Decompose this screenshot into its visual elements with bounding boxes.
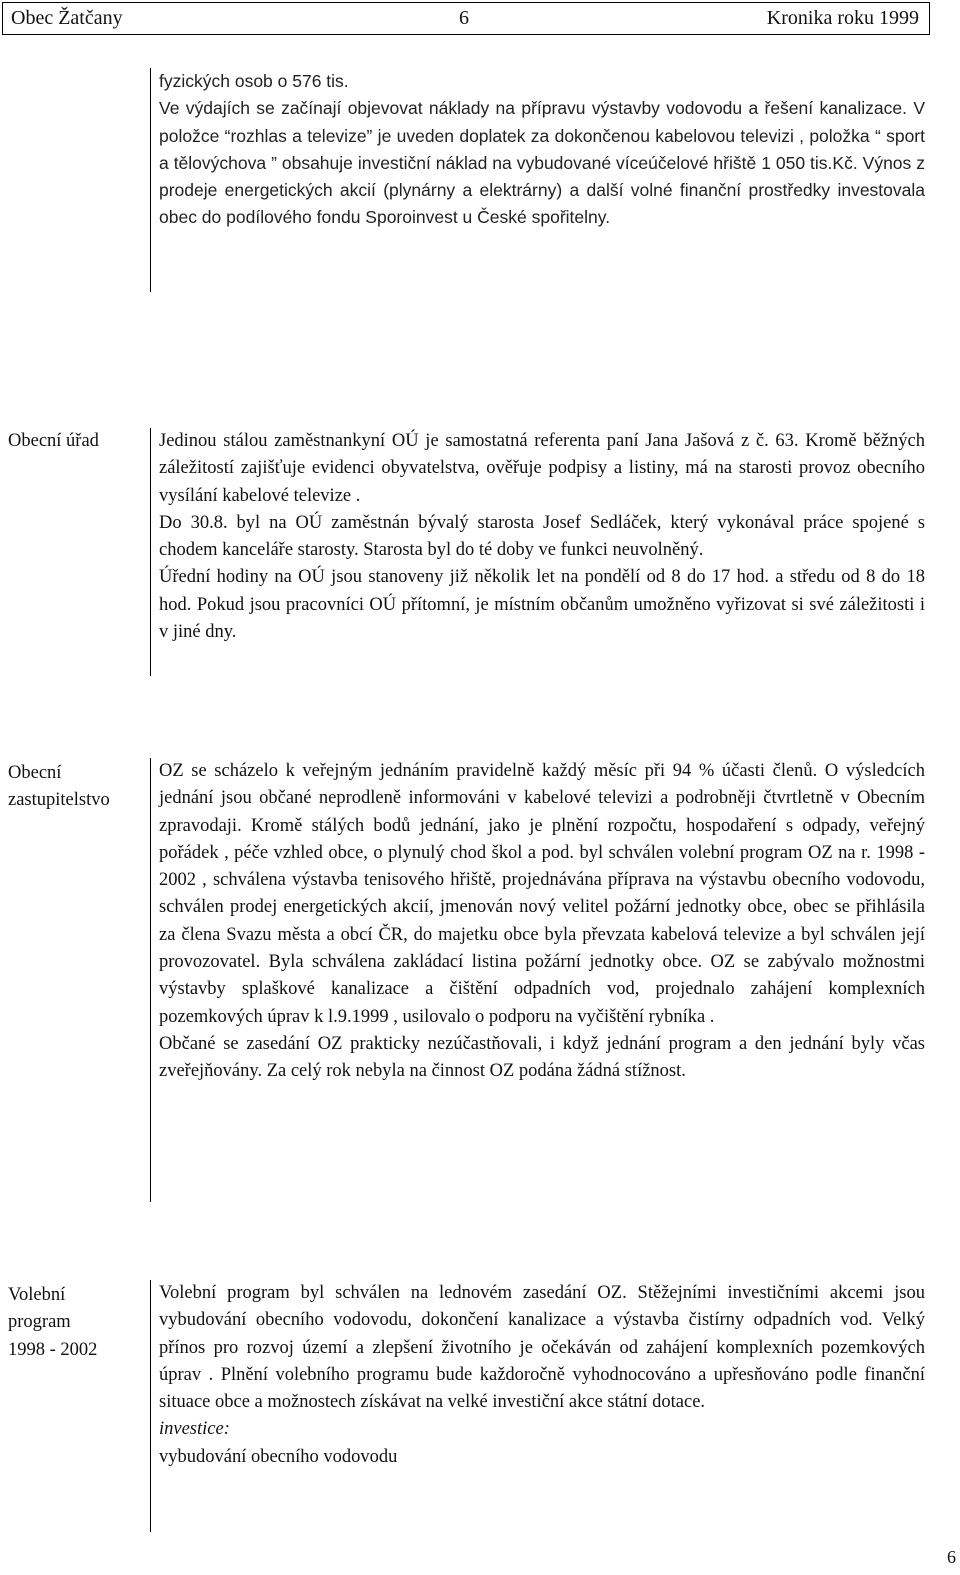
volebni-program-label-line-3: 1998 - 2002 — [8, 1339, 98, 1360]
obecni-urad-label — [8, 428, 99, 455]
volebni-program-body — [150, 1280, 925, 1532]
obecni-zastupitelstvo-paragraph-1: OZ se scházelo k veřejným jednáním pravidelně každý měsíc při 94 % účasti členů. O výsledcích jednání jsou občané neprodleně informováni v kabelové televizi a podrobněji čtvrtletně v Obecním zpravodaji. Kromě stálých bodů jednání, jako je plnění rozpočtu, hospodaření s odpady, veřejný pořádek , péče vzhled obce, o plynulý chod škol a pod. byl schválen volební program OZ na r. 1998 - 2002 , schválena výstavba tenisového hřiště, projednávána příprava na výstavbu obecního vodovodu, schválen prodej energetických akcií, jmenován nový velitel požární jednotky obce, obec se přihlásila za člena Svazu města a obcí ČR, do majetku obce byla převzata kabelová televize a byl schválen její provozovatel. Byla schválena zakládací listina požární jednotky obce. OZ se zabývalo možnostmi výstavby splaškové kanalizace a čištění odpadních vod, projednalo zahájení komplexních pozemkových úprav k l.9.1999 , usilovalo o podporu na vyčištění rybníka . — [159, 761, 925, 1027]
footer-page-number: 6 — [947, 1547, 956, 1567]
volebni-program-paragraph-1: Volební program byl schválen na lednovém zasedání OZ. Stěžejními investičními akcemi jsou vybudování obecního vodovodu, dokončení kanalizace a výstavba čistírny odpadních vod. Velký přínos pro rozvoj území a zlepšení životního je očekáván od zahájení komplexních pozemkových úprav . Plnění volebního programu bude každoročně vyhodnocováno a upřesňováno podle finanční situace obce a možnostech získávat na velké investiční akce státní dotace. — [159, 1283, 925, 1413]
volebni-program-label-line-1: Volební — [8, 1285, 66, 1305]
obecni-urad-paragraph-3: Úřední hodiny na OÚ jsou stanoveny již několik let na pondělí od 8 do 17 hod. a středu od 8 do 18 hod. Pokud jsou pracovníci OÚ přítomní, je místním občanům umožněno vyřizovat si své záležitosti i v jiné dny. — [159, 567, 925, 643]
obecni-urad-body — [150, 428, 925, 676]
obecni-zastupitelstvo-label-line-1: Obecní — [8, 763, 62, 783]
header-chronicle-title: Kronika roku 1999 — [766, 7, 919, 29]
investice-item: vybudování obecního vodovodu — [159, 1446, 398, 1467]
obecni-urad-paragraph-1: Jedinou stálou zaměstnankyní OÚ je samostatná referenta paní Jana Jašová z č. 63. Kromě běžných záležitostí zajišťuje evidenci obyvatelstva, ověřuje podpisy a listiny, má na starosti provoz obecního vysílání kabelové televize . — [159, 431, 925, 506]
obecni-zastupitelstvo-label-line-2: zastupitelstvo — [8, 790, 110, 811]
obecni-urad-label-line-1: Obecní úřad — [8, 431, 99, 451]
intro-paragraph-1: fyzických osob o 576 tis. — [159, 71, 349, 91]
volebni-program-label — [8, 1282, 97, 1364]
volebni-program-label-line-2: program — [8, 1312, 71, 1333]
obecni-urad-paragraph-2: Do 30.8. byl na OÚ zaměstnán bývalý starosta Josef Sedláček, který vykonával práce spojené s chodem kanceláře starosty. Starosta byl do té doby ve funkci neuvolněný. — [159, 512, 925, 561]
obecni-zastupitelstvo-label — [8, 760, 110, 815]
header-page-number: 6 — [459, 7, 469, 29]
intro-paragraph-2: Ve výdajích se začínají objevovat náklady na přípravu výstavby vodovodu a řešení kanalizace. V položce “rozhlas a televize” je uveden doplatek za dokončenou kabelovou televizi , položka “ sport a tělovýchova ” obsahuje investiční náklad na vybudované víceúčelové hřiště 1 050 tis.Kč. Výnos z prodeje energetických akcií (plynárny a elektrárny) a další volné finanční prostředky investovala obec do podílového fondu Sporoinvest u České spořitelny. — [159, 98, 925, 228]
obecni-zastupitelstvo-body — [150, 758, 925, 1202]
page-header — [2, 2, 930, 35]
header-village-name: Obec Žatčany — [11, 7, 123, 29]
obecni-zastupitelstvo-paragraph-2: Občané se zasedání OZ prakticky nezúčastňovali, i když jednání program a den jednání byly včas zveřejňovány. Za celý rok nebyla na činnost OZ podána žádná stížnost. — [159, 1033, 925, 1082]
intro-body — [150, 68, 925, 292]
investice-heading: investice: — [159, 1419, 230, 1440]
